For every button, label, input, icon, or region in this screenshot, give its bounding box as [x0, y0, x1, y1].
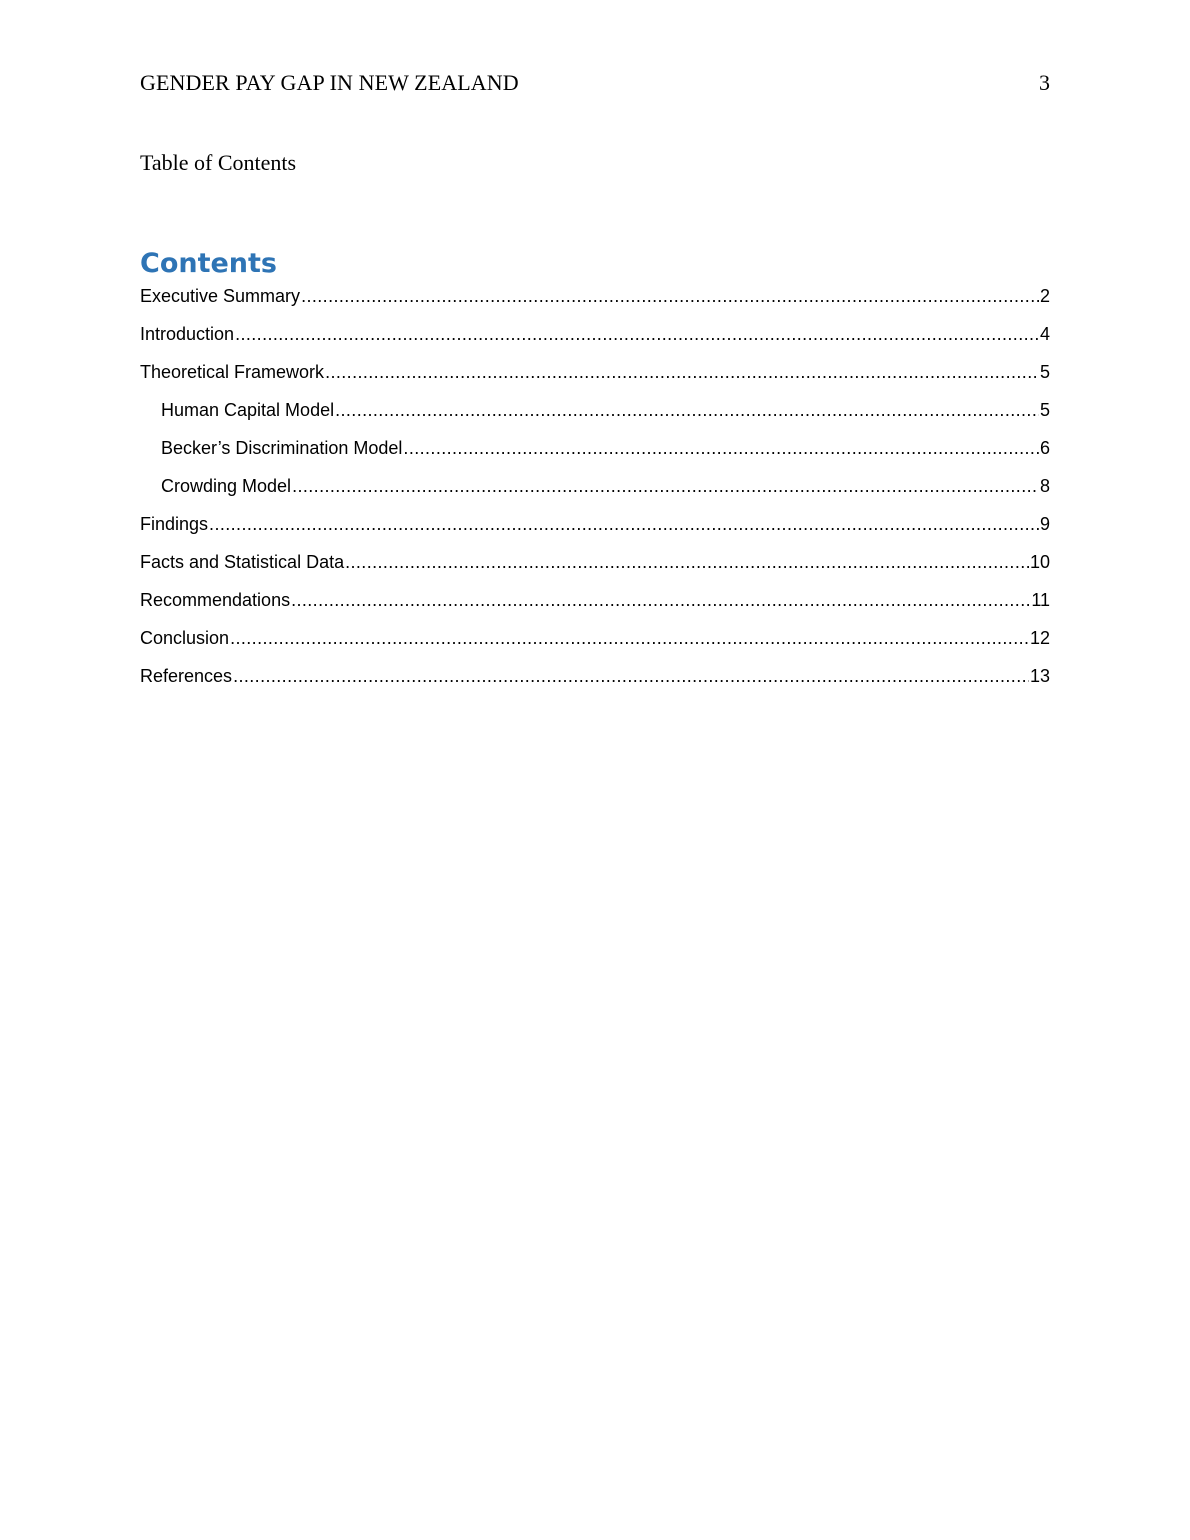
dot-leader	[335, 400, 1039, 421]
toc-entry-title: Theoretical Framework	[140, 362, 325, 382]
toc-entry-page: 8	[1039, 476, 1050, 496]
toc-entry-page: 2	[1039, 286, 1050, 306]
toc-entry-theoretical-framework[interactable]	[140, 362, 1050, 400]
toc-entry-title: References	[140, 666, 233, 686]
toc-entry-introduction[interactable]	[140, 324, 1050, 362]
dot-leader	[235, 324, 1039, 345]
toc-entry-page: 4	[1039, 324, 1050, 344]
toc-entry-page: 5	[1039, 400, 1050, 420]
contents-heading: Contents	[140, 248, 278, 279]
dot-leader	[301, 286, 1039, 307]
toc-entry-conclusion[interactable]	[140, 628, 1050, 666]
toc-entry-title: Recommendations	[140, 590, 291, 610]
toc-entry-title: Crowding Model	[161, 476, 292, 496]
running-header	[140, 70, 1050, 100]
toc-entry-recommendations[interactable]	[140, 590, 1050, 628]
dot-leader	[325, 362, 1039, 383]
toc-entry-human-capital-model[interactable]	[140, 400, 1050, 438]
dot-leader	[403, 438, 1039, 459]
toc-entry-crowding-model[interactable]	[140, 476, 1050, 514]
toc-entry-page: 13	[1029, 666, 1050, 686]
toc-entry-title: Findings	[140, 514, 209, 534]
toc-entry-page: 11	[1031, 590, 1050, 610]
toc-entry-page: 9	[1039, 514, 1050, 534]
dot-leader	[291, 590, 1030, 611]
toc-entry-title: Becker’s Discrimination Model	[161, 438, 403, 458]
toc-entry-title: Executive Summary	[140, 286, 301, 306]
toc-entry-page: 12	[1029, 628, 1050, 648]
dot-leader	[230, 628, 1029, 649]
dot-leader	[233, 666, 1029, 687]
toc-entry-page: 6	[1039, 438, 1050, 458]
toc-entry-page: 10	[1029, 552, 1050, 572]
toc-entry-executive-summary[interactable]	[140, 286, 1050, 324]
dot-leader	[292, 476, 1039, 497]
toc-entry-title: Conclusion	[140, 628, 230, 648]
running-header-title: GENDER PAY GAP IN NEW ZEALAND	[140, 70, 519, 95]
table-of-contents-label: Table of Contents	[140, 150, 297, 175]
toc-entry-page: 5	[1039, 362, 1050, 382]
toc-entry-beckers-discrimination-model[interactable]	[140, 438, 1050, 476]
toc-entry-title: Introduction	[140, 324, 235, 344]
toc-entry-findings[interactable]	[140, 514, 1050, 552]
dot-leader	[345, 552, 1029, 573]
toc-entry-facts-and-statistical-data[interactable]	[140, 552, 1050, 590]
page-number: 3	[1039, 70, 1050, 95]
toc-list	[140, 286, 1050, 704]
toc-entry-title: Facts and Statistical Data	[140, 552, 345, 572]
toc-entry-title: Human Capital Model	[161, 400, 335, 420]
toc-entry-references[interactable]	[140, 666, 1050, 704]
dot-leader	[209, 514, 1039, 535]
